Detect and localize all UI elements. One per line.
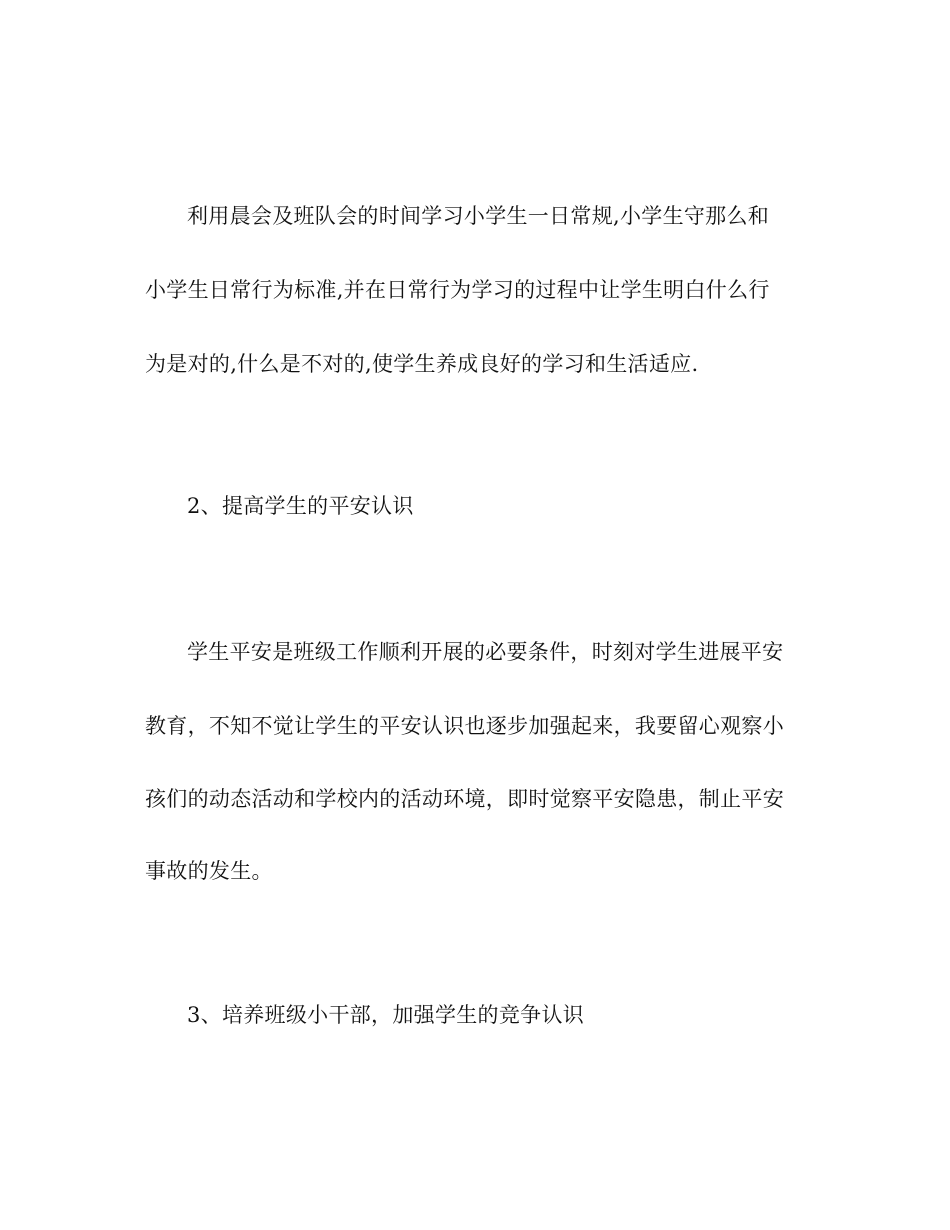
paragraph-line: 学生平安是班级工作顺利开展的必要条件，时刻对学生进展平安 xyxy=(187,640,784,664)
paragraph-line: 利用晨会及班队会的时间学习小学生一日常规,小学生守那么和 xyxy=(187,204,770,228)
paragraph-line: 事故的发生。 xyxy=(145,859,273,883)
paragraph-line: 为是对的,什么是不对的,使学生养成良好的学习和生活适应. xyxy=(145,352,699,376)
section-heading-3: 3、培养班级小干部，加强学生的竞争认识 xyxy=(187,1003,585,1027)
paragraph-line: 教育，不知不觉让学生的平安认识也逐步加强起来，我要留心观察小 xyxy=(145,714,784,738)
section-heading-2: 2、提高学生的平安认识 xyxy=(187,494,414,518)
paragraph-line: 小学生日常行为标准,并在日常行为学习的过程中让学生明白什么行 xyxy=(145,278,770,302)
paragraph-line: 孩们的动态活动和学校内的活动环境，即时觉察平安隐患，制止平安 xyxy=(145,787,784,811)
